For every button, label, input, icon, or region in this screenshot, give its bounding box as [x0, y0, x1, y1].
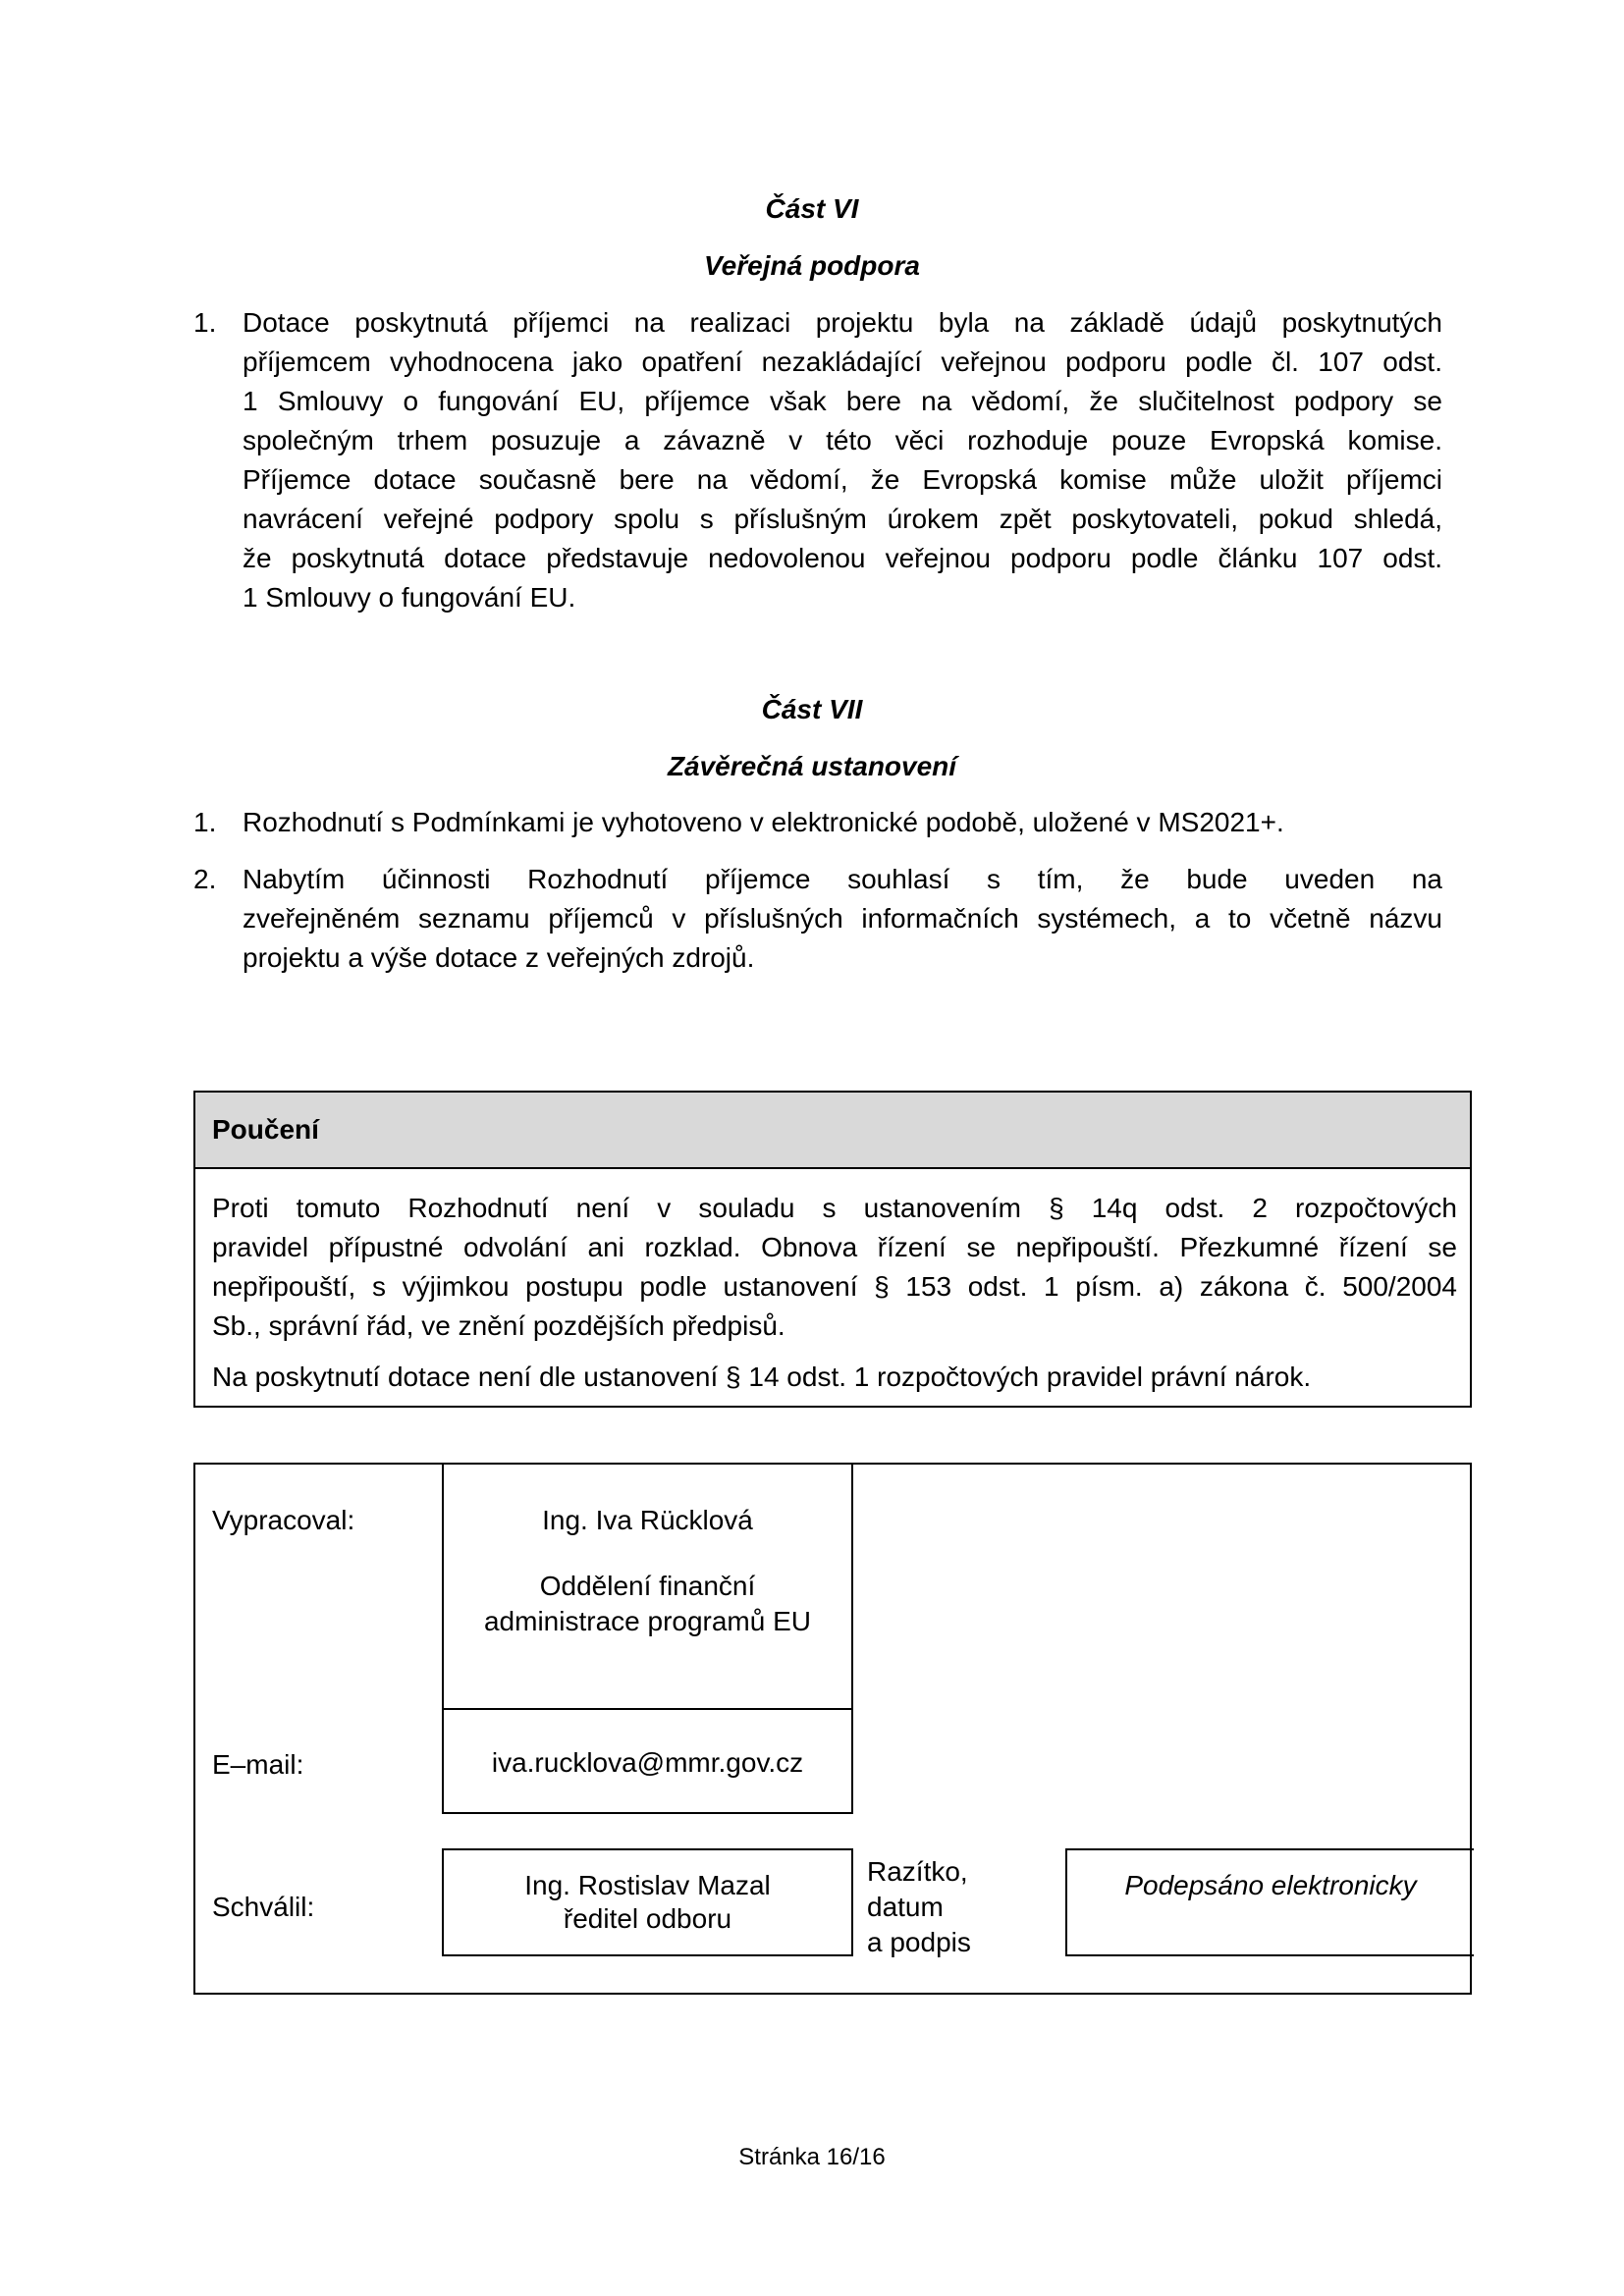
notice-title: Poučení	[212, 1114, 319, 1145]
stamp-line: Razítko,	[867, 1856, 968, 1887]
prepared-name: Ing. Iva Rücklová	[542, 1505, 753, 1535]
notice-box	[193, 1091, 1472, 1408]
text-line: Nabytím účinnosti Rozhodnutí příjemce souhlasí s tím, že bude uveden na	[243, 864, 1442, 894]
signed-text: Podepsáno elektronicky	[1124, 1870, 1417, 1900]
prepared-cell	[442, 1463, 853, 1710]
prepared-dept-line1: Oddělení finanční	[539, 1571, 756, 1601]
stamp-line: datum	[867, 1892, 944, 1922]
notice-line: pravidel přípustné odvolání ani rozklad. Obnova řízení se nepřipouští. Přezkumné řízení se	[212, 1232, 1457, 1262]
text-line: zveřejněném seznamu příjemců v příslušných informačních systémech, a to včetně názvu	[243, 903, 1442, 934]
email-value: iva.rucklova@mmr.gov.cz	[491, 1747, 804, 1778]
part7-item-1	[193, 803, 1442, 842]
text-line: Rozhodnutí s Podmínkami je vyhotoveno v elektronické podobě, uložené v MS2021+.	[243, 807, 1284, 837]
part7-subtitle: Závěrečná ustanovení	[667, 751, 957, 781]
part6-item-1	[193, 303, 1442, 617]
stamp-label	[867, 1854, 971, 1960]
item-text	[243, 860, 1442, 978]
part6-subtitle: Veřejná podpora	[704, 250, 920, 281]
part6-title: Část VI	[765, 193, 859, 224]
approved-name: Ing. Rostislav Mazal	[524, 1870, 771, 1900]
text-line: 1 Smlouvy o fungování EU, příjemce však bere na vědomí, že slučitelnost podpory se	[243, 386, 1442, 416]
text-line: Dotace poskytnutá příjemci na realizaci projektu byla na základě údajů poskytnutých	[243, 307, 1442, 338]
page-number: Stránka 16/16	[738, 2144, 886, 2170]
stamp-line: a podpis	[867, 1927, 971, 1957]
text-line: Příjemce dotace současně bere na vědomí, že Evropská komise může uložit příjemci	[243, 464, 1442, 495]
signature-box	[193, 1463, 1472, 1995]
part7-title: Část VII	[761, 694, 863, 724]
notice-header	[195, 1093, 1470, 1169]
text-line: společným trhem posuzuje a závazně v této věci rozhoduje pouze Evropská komise.	[243, 425, 1442, 455]
item-number: 2.	[193, 864, 217, 894]
item-number: 1.	[193, 807, 217, 837]
notice-line: Sb., správní řád, ve znění pozdějších předpisů.	[212, 1310, 785, 1341]
signed-cell	[1065, 1848, 1474, 1956]
notice-line: nepřipouští, s výjimkou postupu podle ustanovení § 153 odst. 1 písm. a) zákona č. 500/2004	[212, 1271, 1457, 1302]
approved-role: ředitel odboru	[563, 1903, 732, 1934]
item-text	[243, 303, 1442, 617]
prepared-label: Vypracoval:	[212, 1505, 355, 1535]
text-line: 1 Smlouvy o fungování EU.	[243, 582, 576, 613]
text-line: že poskytnutá dotace představuje nedovolenou veřejnou podporu podle článku 107 odst.	[243, 543, 1442, 573]
text-line: příjemcem vyhodnocena jako opatření nezakládající veřejnou podporu podle čl. 107 odst.	[243, 347, 1442, 377]
text-line: projektu a výše dotace z veřejných zdrojů.	[243, 942, 755, 973]
approved-label: Schválil:	[212, 1892, 315, 1922]
item-text	[243, 803, 1442, 842]
part7-item-2	[193, 860, 1442, 978]
notice-line: Proti tomuto Rozhodnutí není v souladu s ustanovením § 14q odst. 2 rozpočtových	[212, 1193, 1457, 1223]
notice-body	[212, 1189, 1457, 1397]
email-label: E–mail:	[212, 1749, 304, 1780]
text-line: navrácení veřejné podpory spolu s příslušným úrokem zpět poskytovateli, pokud shledá,	[243, 504, 1442, 534]
notice-paragraph-2: Na poskytnutí dotace není dle ustanovení § 14 odst. 1 rozpočtových pravidel právní nárok.	[212, 1362, 1312, 1392]
approved-cell	[442, 1848, 853, 1956]
item-number: 1.	[193, 307, 217, 338]
email-cell	[442, 1708, 853, 1814]
prepared-dept-line2: administrace programů EU	[483, 1606, 812, 1636]
